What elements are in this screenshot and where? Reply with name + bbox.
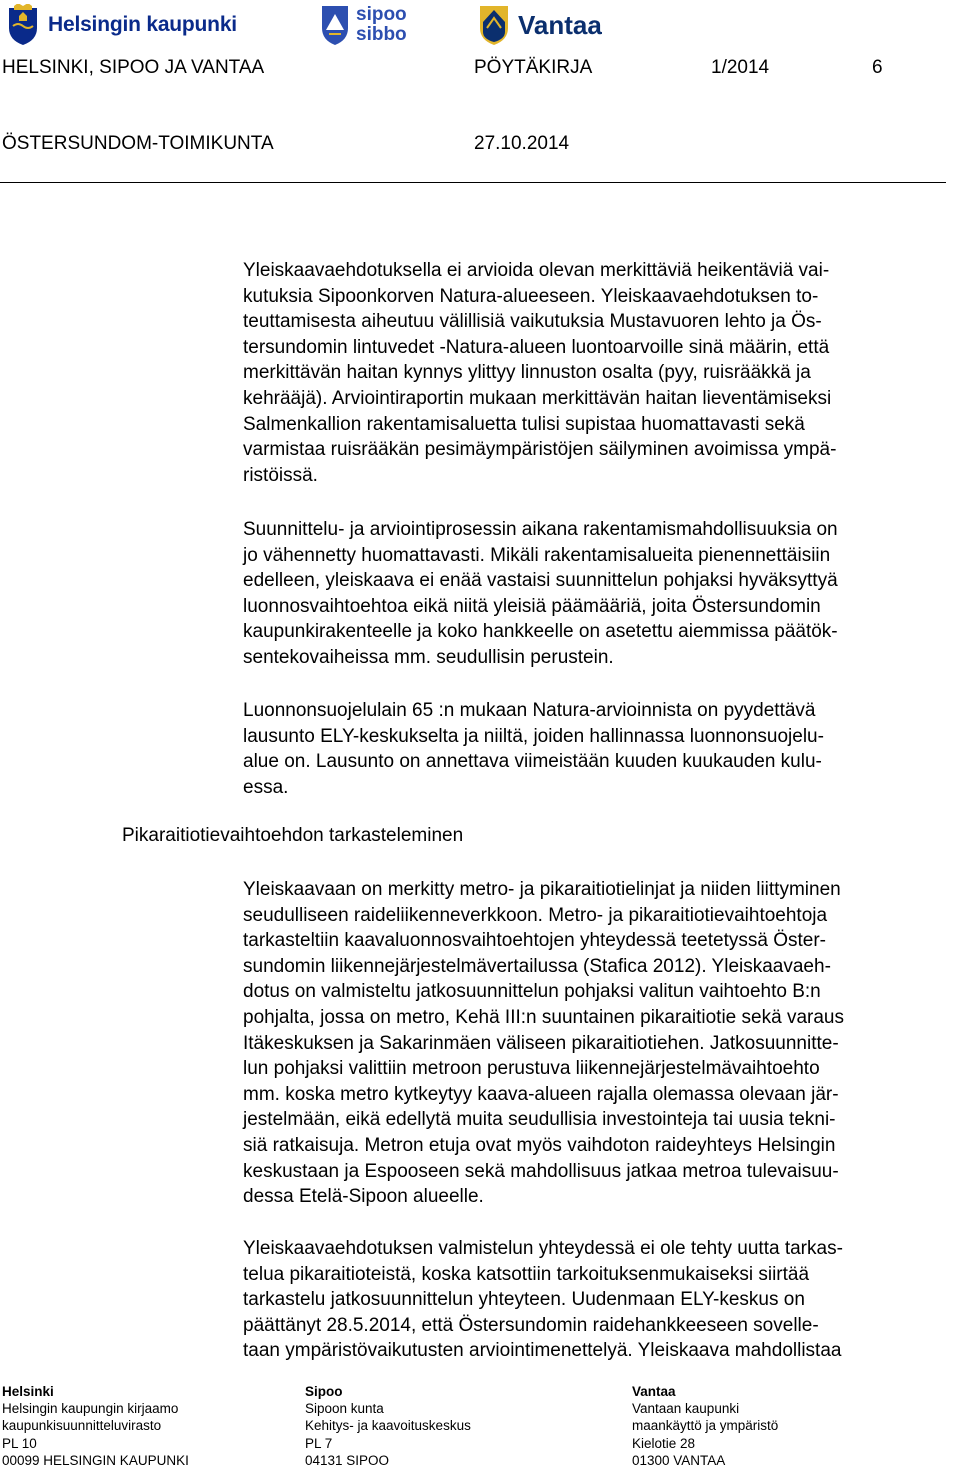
- header-doc-type: PÖYTÄKIRJA: [474, 57, 593, 78]
- vantaa-crest-icon: [478, 4, 510, 46]
- helsinki-crest-icon: [6, 4, 40, 46]
- footer-line: Vantaan kaupunki: [632, 1401, 740, 1417]
- text-line: Yleiskaavaehdotuksella ei arvioida olevan merkittäviä heikentäviä vai-: [243, 260, 830, 281]
- text-line: jestelmään, eikä edellytä muita seudullisia investointeja tai uusia tekni-: [243, 1109, 836, 1131]
- header-org: HELSINKI, SIPOO JA VANTAA: [2, 57, 265, 78]
- logo-strip: [0, 0, 960, 52]
- text-line: lun pohjaksi valittiin metroon perustuva liikennejärjestelmävaihtoehto: [243, 1058, 820, 1080]
- text-line: tarkasteltiin kaavaluonnosvaihtoehtojen yhteydessä teetetyssä Öster-: [243, 930, 826, 952]
- paragraph-metro-tram: [243, 877, 948, 1210]
- text-line: pohjalta, jossa on metro, Kehä III:n suuntainen pikaraitiotie sekä varaus: [243, 1006, 844, 1028]
- footer-line: 00099 HELSINGIN KAUPUNKI: [2, 1452, 189, 1468]
- header-divider: [0, 182, 946, 183]
- text-line: tersundomin lintuvedet -Natura-alueen luontoarvoille sinä määrin, että: [243, 336, 830, 358]
- footer-city: Vantaa: [632, 1384, 676, 1399]
- footer-line: 04131 SIPOO: [305, 1452, 390, 1468]
- section-heading: Pikaraitiotievaihtoehdon tarkasteleminen: [122, 825, 464, 846]
- footer-line: Sipoon kunta: [305, 1401, 384, 1417]
- text-line: sentekovaiheissa mm. seudullisin perustein.: [243, 646, 614, 668]
- footer-city: Sipoo: [305, 1384, 343, 1399]
- text-line: kaupunkirakenteelle ja koko hankkeelle on asetettu aiemmissa päätök-: [243, 621, 838, 643]
- text-line: Yleiskaavaan on merkitty metro- ja pikaraitiotielinjat ja niiden liittyminen: [243, 879, 841, 900]
- text-line: varmistaa ruisrääkän pesimäympäristöjen säilyminen avoimissa ympä-: [243, 439, 837, 461]
- text-line: seudulliseen raideliikenneverkkoon. Metro- ja pikaraitiotievaihtoehtoja: [243, 904, 828, 926]
- paragraph-planning-process: [243, 517, 948, 671]
- footer-sipoo-address: [305, 1383, 471, 1469]
- text-line: dotus on valmisteltu jatkosuunnittelun pohjaksi valitun vaihtoehto B:n: [243, 981, 821, 1003]
- header-doc-number: 1/2014: [711, 57, 770, 78]
- footer-line: PL 10: [2, 1435, 37, 1451]
- helsinki-logo: [6, 4, 237, 46]
- sipoo-logo-text: [356, 5, 407, 45]
- text-line: luonnosvaihtoehtoa eikä niitä yleisiä päämääriä, joita Östersundomin: [243, 595, 821, 617]
- vantaa-logo: [478, 4, 602, 46]
- header-page-number: 6: [872, 57, 883, 78]
- vantaa-logo-text: Vantaa: [518, 9, 602, 40]
- text-line: taan ympäristövaikutusten arviointimenettelyä. Yleiskaava mahdollistaa: [243, 1340, 842, 1362]
- text-line: Yleiskaavaehdotuksen valmistelun yhteydessä ei ole tehty uutta tarkas-: [243, 1238, 843, 1259]
- footer-line: 01300 VANTAA: [632, 1452, 726, 1468]
- text-line: essa.: [243, 776, 289, 798]
- header-date: 27.10.2014: [474, 133, 570, 154]
- text-line: merkittävän haitan kynnys ylittyy linnuston osalta (pyy, ruisrääkkä ja: [243, 362, 811, 384]
- sibbo-logo-line: sibbo: [356, 24, 407, 45]
- footer-helsinki-address: [2, 1383, 189, 1469]
- footer-line: maankäyttö ja ympäristö: [632, 1418, 779, 1434]
- text-line: mm. koska metro kytkeytyy kaava-alueen rajalla olemassa olevaan jär-: [243, 1083, 839, 1105]
- text-line: ristöissä.: [243, 464, 318, 486]
- text-line: teuttamisesta aiheutuu välillisiä vaikutuksia Mustavuoren lehto ja Ös-: [243, 311, 822, 333]
- text-line: Itäkeskuksen ja Sakarinmäen väliseen pikaraitiotiehen. Jatkosuunnitte-: [243, 1032, 839, 1054]
- footer-line: kaupunkisuunnitteluvirasto: [2, 1418, 162, 1434]
- sipoo-crest-icon: [320, 4, 350, 46]
- text-line: siä ratkaisuja. Metron etuja ovat myös vaihdoton raideyhteys Helsingin: [243, 1134, 836, 1156]
- text-line: jo vähennetty huomattavasti. Mikäli rakentamisalueita pienennettäisiin: [243, 544, 831, 566]
- helsinki-logo-text: Helsingin kaupunki: [48, 13, 237, 36]
- footer-city: Helsinki: [2, 1384, 54, 1399]
- sipoo-logo: [320, 4, 407, 46]
- text-line: kutuksia Sipoonkorven Natura-alueeseen. Yleiskaavaehdotuksen to-: [243, 285, 819, 307]
- text-line: telua pikaraitioteistä, koska katsottiin tarkoituksenmukaiseksi siirtää: [243, 1263, 810, 1285]
- header-committee: ÖSTERSUNDOM-TOIMIKUNTA: [2, 133, 274, 154]
- text-line: Luonnonsuojelulain 65 :n mukaan Natura-arvioinnista on pyydettävä: [243, 700, 816, 721]
- text-line: lausunto ELY-keskukselta ja niiltä, joiden hallinnassa luonnonsuojelu-: [243, 725, 824, 747]
- text-line: Suunnittelu- ja arviointiprosessin aikana rakentamismahdollisuuksia on: [243, 519, 838, 540]
- paragraph-natura-impacts: [243, 258, 948, 488]
- paragraph-tram-review: [243, 1236, 948, 1364]
- footer-line: PL 7: [305, 1435, 333, 1451]
- footer-vantaa-address: [632, 1383, 778, 1469]
- text-line: edelleen, yleiskaava ei enää vastaisi suunnittelun pohjaksi hyväksyttyä: [243, 570, 838, 592]
- footer-line: Kielotie 28: [632, 1435, 696, 1451]
- text-line: kehrääjä). Arviointiraportin mukaan merkittävän haitan lieventämiseksi: [243, 387, 832, 409]
- text-line: keskustaan ja Espooseen sekä mahdollisuus jatkaa metroa tulevaisuu-: [243, 1160, 839, 1182]
- footer-line: Helsingin kaupungin kirjaamo: [2, 1401, 179, 1417]
- text-line: dessa Etelä-Sipoon alueelle.: [243, 1186, 484, 1208]
- sipoo-logo-line: sipoo: [356, 4, 407, 25]
- footer-line: Kehitys- ja kaavoituskeskus: [305, 1418, 471, 1434]
- text-line: tarkastelu jatkosuunnittelun yhteyteen. Uudenmaan ELY-keskus on: [243, 1289, 805, 1311]
- text-line: Salmenkallion rakentamisaluetta tulisi supistaa huomattavasti sekä: [243, 413, 805, 435]
- text-line: alue on. Lausunto on annettava viimeistään kuuden kuukauden kulu-: [243, 751, 822, 773]
- paragraph-nature-conservation-act: [243, 698, 948, 800]
- text-line: sundomin liikennejärjestelmävertailussa (Stafica 2012). Yleiskaavaeh-: [243, 955, 831, 977]
- text-line: päättänyt 28.5.2014, että Östersundomin raidehankkeeseen sovelle-: [243, 1314, 819, 1336]
